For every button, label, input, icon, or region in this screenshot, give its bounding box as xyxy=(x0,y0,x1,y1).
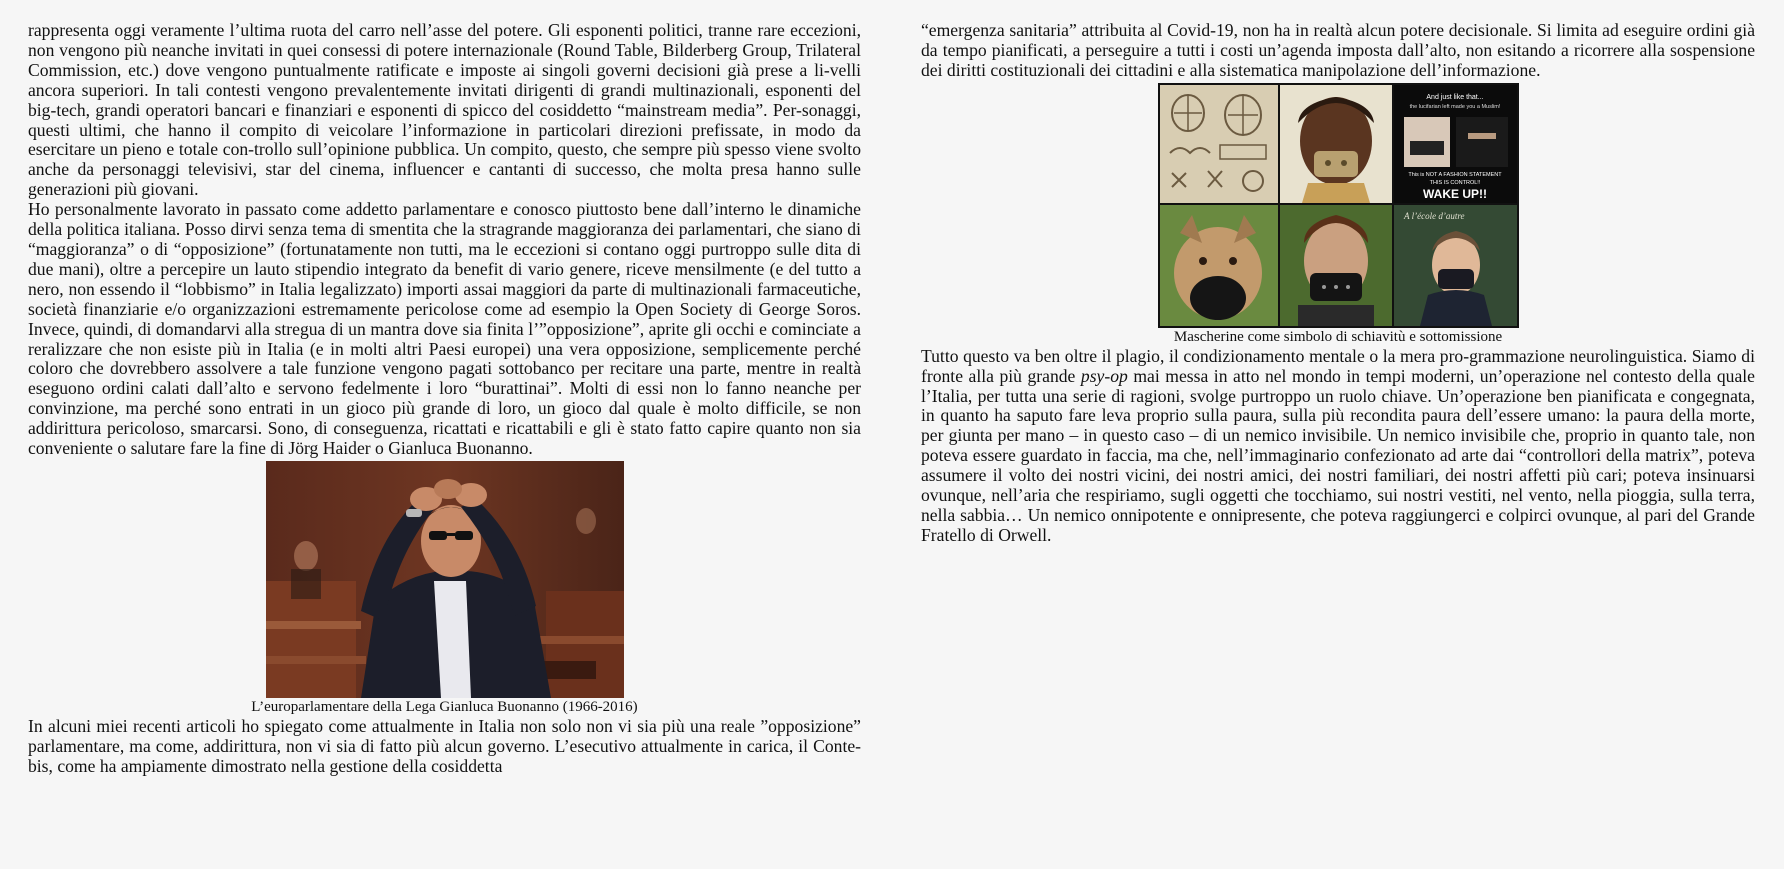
collage-tile-school xyxy=(1394,205,1517,326)
collage-tile-woman-muzzle xyxy=(1280,85,1392,203)
paragraph-health-emergency: “emergenza sanitaria” attribuita al Covid-19, non ha in realtà alcun potere decisionale. Si limita ad eseguire ordini già da tempo pianificati, a perseguire a tutti i costi un’agenda imposta dall’alto, non esitando a ricorrere alla sospensione dei diritti costituzionali dei cittadini e alla sistematica manipolazione dell’informazione. xyxy=(921,20,1755,80)
paragraph-psy-op xyxy=(921,347,1755,546)
right-column xyxy=(921,21,1755,546)
collage-text-4: THIS IS CONTROL!! xyxy=(1429,179,1480,186)
collage-tile-engravings xyxy=(1160,85,1278,203)
collage-text-wake-up: WAKE UP!! xyxy=(1422,186,1487,201)
collage-text-2: the lucifarian left made you a Muslim! xyxy=(1409,103,1500,110)
collage-tile-masked-person xyxy=(1280,205,1392,326)
collage-text-1: And just like that... xyxy=(1425,93,1484,101)
masks-collage-image xyxy=(1158,83,1519,328)
buonanno-photo xyxy=(266,461,624,698)
paragraph-psy-op-text-1: Tutto questo va ben oltre il plagio, il condizionamento mentale o la mera pro-grammazione neurolinguistica. Siamo di fronte alla più grande xyxy=(921,345,1755,386)
collage-text-3: This is NOT A FASHION STATEMENT xyxy=(1407,171,1502,178)
collage-tile-dog xyxy=(1160,205,1278,326)
left-column xyxy=(28,21,861,777)
figure-caption-masks: Mascherine come simbolo di schiavitù e sottomissione xyxy=(1173,328,1503,345)
paragraph-power-elites: rappresenta oggi veramente l’ultima ruota del carro nell’asse del potere. Gli esponenti politici, tranne rare eccezioni, non vengono più neanche invitati in quei consessi di potere internazionale (Round Table, Bilderberg Group, Trilateral Commission, etc.) dove vengono puntualmente ratificate e imposte ai singoli governi decisioni già prese a li-velli ancora superiori. In tali contesti vengono prevalentemente invitati dirigenti di grandi multinazionali, esponenti del big-tech, grandi operatori bancari e finanziari e esponenti di spicco del cosiddetto “mainstream media”. Per-sonaggi, questi ultimi, che hanno il compito di veicolare l’informazione in particolari direzioni prefissate, in modo da esercitare un pieno e totale con-trollo sull’opinione pubblica. Un compito, questo, che sempre più spesso viene svolto anche da personaggi televisivi, star del cinema, influencer e cantanti di successo, che molta presa hanno sulle generazioni più giovani. xyxy=(28,20,861,200)
figure-caption-buonanno: L’europarlamentare della Lega Gianluca Buonanno (1966-2016) xyxy=(251,698,638,715)
paragraph-psy-op-text-2: mai messa in atto nel mondo in tempi moderni, un’operazione nel contesto della quale l’Italia, per tutta una serie di ragioni, svolge purtroppo un ruolo chiave. Un’operazione ben pianificata e congegnata, in quanto ha saputo fare leva proprio sulla paura, sulla più recondita paura dell’essere umano: la paura della morte, per giunta per mano – in questo caso – di un nemico invisibile. Un nemico invisibile che, proprio in quanto tale, non poteva essere guardato in faccia, ma che, nell’immaginario confezionato ad arte dai “controllori della matrix”, poteva assumere il volto dei nostri vicini, dei nostri amici, dei nostri familiari, dei nostri affetti più cari; poteva insinuarsi ovunque, nell’aria che respiriamo, sugli oggetti che tocchiamo, sui nostri vestiti, nel vento, nella pioggia, sulla terra, nella sabbia… Un nemico onnipotente e onnipresente, che poteva raggiungerci e colpirci ovunque, al pari del Grande Fratello di Orwell. xyxy=(921,365,1755,545)
psy-op-term: psy-op xyxy=(1080,365,1128,386)
collage-tile-wake-up xyxy=(1394,85,1517,203)
collage-chalkboard-text: A l’école d’autre xyxy=(1403,210,1464,221)
figure-masks-collage xyxy=(921,83,1755,347)
figure-buonanno xyxy=(28,461,861,717)
paragraph-opposition: In alcuni miei recenti articoli ho spiegato come attualmente in Italia non solo non vi sia più una reale ”opposizione” parlamentare, ma come, addirittura, non vi sia di fatto più alcun governo. L’esecutivo attualmente in carica, il Conte-bis, come ha ampiamente dimostrato nella gestione della cosiddetta xyxy=(28,715,861,776)
paragraph-parliament: Ho personalmente lavorato in passato come addetto parlamentare e conosco piuttosto bene dall’interno le dinamiche della politica italiana. Posso dirvi senza tema di smentita che la stragrande maggioranza dei parlamentari, che siano di “maggioranza” o di “opposizione” (fortunatamente non tutti, ma le eccezioni si contano oggi purtroppo sulle dita di due mani), oltre a percepire un lauto stipendio integrato da benefit di vario genere, riceve mensilmente (e del tutto a nero, non essendo il “lobbismo” in Italia legalizzato) importi assai maggiori da parte di multinazionali farmaceutiche, società finanziarie e/o organizzazioni estremamente pericolose come ad esempio la Open Society di George Soros. Invece, quindi, di domandarvi alla stregua di un mantra dove sia finita l’”opposizione”, aprite gli occhi e cominciate a reralizzare che non esiste più in Italia (e in molti altri Paesi europei) una vera opposizione, semplicemente perché coloro che dovrebbero assolvere a tale funzione vengono pagati sottobanco per recitare una parte, mentre in realtà eseguono ordini calati dall’alto e servono fedelmente i loro “burattinai”. Molti di essi non lo fanno neanche per convinzione, ma perché sono entrati in un gioco più grande di loro, un gioco dal quale è molto difficile, se non addirittura pericoloso, smarcarsi. Sono, di conseguenza, ricattati e ricattabili e gli è stato fatto capire quanto non sia conveniente o salutare fare la fine di Jörg Haider o Gianluca Buonanno. xyxy=(28,199,861,459)
